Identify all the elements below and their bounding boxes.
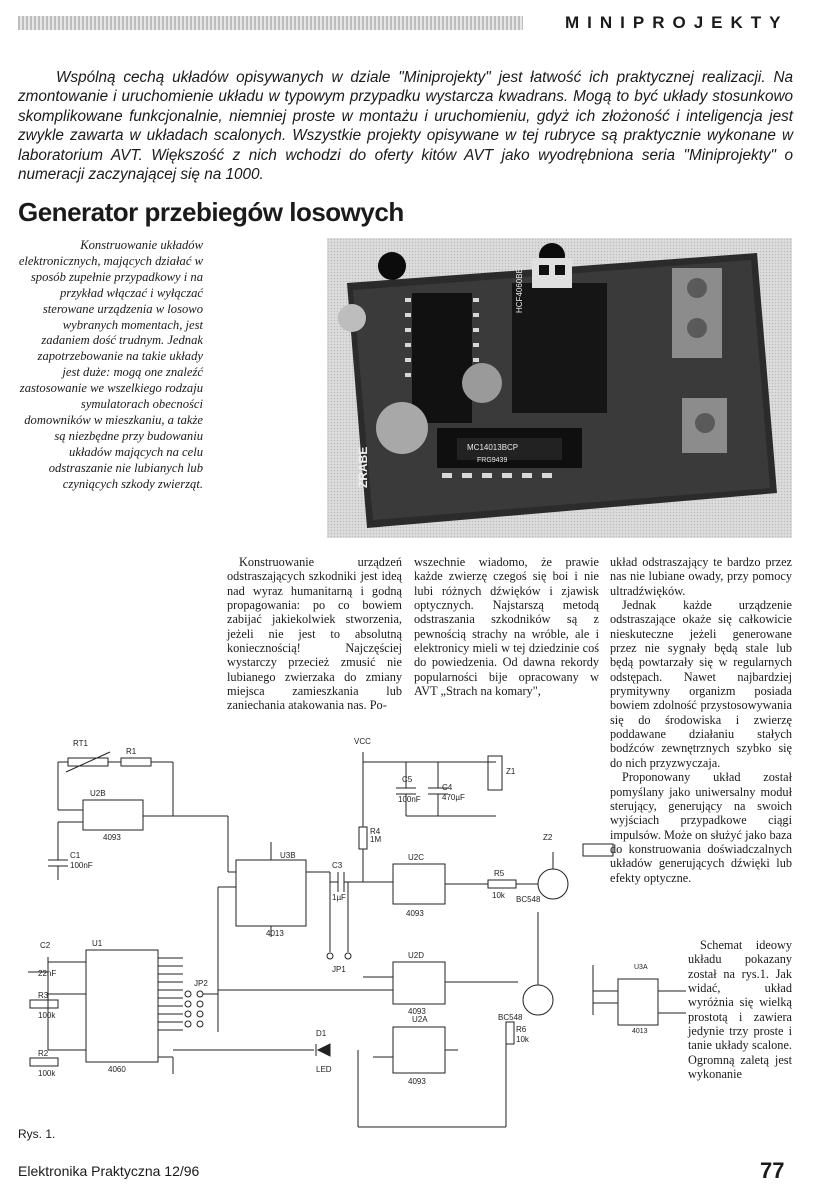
label-c3-value: 1µF — [332, 893, 346, 902]
label-4013-b: 4013 — [266, 929, 284, 938]
label-c5: C5 — [402, 775, 413, 784]
label-c2-value: 22nF — [38, 969, 57, 978]
label-bc548-a: BC548 — [516, 895, 541, 904]
chip-code: FRG9439 — [477, 457, 508, 464]
intro-paragraph: Wspólną cechą układów opisywanych w dziale "Miniprojekty" jest łatwość ich praktycznej realizacji. Na zmontowanie i uruchomienie układu w typowym przypadku wystarcza kwadrans. Mogą to być układy stosunkowo skomplikowane funkcjonalnie, niemniej proste w montażu i uruchomieniu, gdyż ich złożoność i inteligencja jest zwykle zawarta w układach scalonych. Wszystkie projekty opisywane w tej rubryce są praktycznie wykonane w laboratorium AVT. Większość z nich wchodzi do oferty kitów AVT jako wyodrębniona seria "Miniprojekty" o numeracji zaczynającej się na 1000. — [18, 69, 793, 184]
label-z2: Z2 — [543, 833, 553, 842]
label-bc548-b: BC548 — [498, 1013, 523, 1022]
label-d1: D1 — [316, 1029, 327, 1038]
label-c5-value: 100nF — [398, 795, 421, 804]
label-c3: C3 — [332, 861, 343, 870]
label-c1-value: 100nF — [70, 861, 93, 870]
label-r6: R6 — [516, 1025, 527, 1034]
label-4013-a: 4013 — [632, 1028, 648, 1035]
label-u2c: U2C — [408, 853, 425, 862]
label-u2b: U2B — [90, 789, 106, 798]
label-c2: C2 — [40, 941, 51, 950]
label-rt1: RT1 — [73, 739, 88, 748]
label-c1: C1 — [70, 851, 81, 860]
article-column-1: Konstruowanie urządzeń odstraszających szkodniki jest ideą nad wyraz humanitarną i godną propagowania: po co bowiem zabijać jakiekolwiek stworzenia, jeżeli nie jest to absolutną koniecznością! Najczęściej wystarczy przecież zmusić nie lubianego zwierzaka do zmiany miejsca zamieszkania lub zaniechania atakowania nas. Po- — [227, 555, 402, 713]
label-4093-d: 4093 — [408, 1007, 426, 1016]
label-u3a: U3A — [634, 964, 648, 971]
label-r4: R4 — [370, 827, 381, 836]
chip-label-4060: HCF4060BE — [515, 268, 524, 313]
label-r4-value: 1M — [370, 835, 382, 844]
label-u2d: U2D — [408, 951, 425, 960]
page-number: 77 — [760, 1158, 785, 1183]
label-jp1: JP1 — [332, 965, 346, 974]
article-lead: Konstruowanie układów elektronicznych, mających działać w sposób zupełnie przypadkowy i na przykład włączać i wyłączać sterowane urządzenia w losowo wybranych momentach, jest zadaniem dość trudnym. Jednak zapotrzebowanie na takie układy jest duże: mogą one znaleźć zastosowanie we wszelkiego rodzaju symulatorach obecności domowników w mieszkaniu, a także są niezbędne przy budowaniu układów mających na celu odstraszanie nie lubianych lub czyniących szkody zwierząt. — [18, 238, 203, 491]
label-c4-value: 470µF — [442, 793, 465, 802]
article-title: Generator przebiegów losowych — [18, 197, 404, 227]
label-r5-value: 10k — [492, 891, 505, 900]
label-z1: Z1 — [506, 767, 516, 776]
label-r3-value: 100k — [38, 1011, 56, 1020]
label-u1: U1 — [92, 939, 103, 948]
label-r3: R3 — [38, 991, 49, 1000]
label-led: LED — [316, 1065, 332, 1074]
footer-journal: Elektronika Praktyczna 12/96 — [18, 1163, 200, 1179]
label-r1: R1 — [126, 747, 137, 756]
pcb-photo — [327, 238, 792, 538]
label-r5: R5 — [494, 869, 505, 878]
label-u2a: U2A — [412, 1015, 428, 1024]
article-column-3-continued: Schemat ideowy układu pokazany został na rys.1. Jak widać, układ wyróżnia się wielką prostotą i zawiera jedynie trzy proste i tanie układy scalone. Ogromną zaletą jest wykonanie — [688, 938, 792, 1082]
article-column-2: wszechnie wiadomo, że prawie każde zwierzę czegoś się boi i nie lubi różnych dźwięków i zjawisk optycznych. Najstarszą metodą odstraszania szkodników są z pewnością strachy na wróble, ale i elektronicy mieli w tej dziedzinie coś do powiedzenia. Od dawna rekordy popularności bije opracowany w AVT „Strach na komary", — [414, 555, 599, 699]
header-rule — [18, 16, 523, 30]
figure-caption: Rys. 1. — [18, 1127, 56, 1141]
label-4093-b: 4093 — [103, 833, 121, 842]
section-title: MINIPROJEKTY — [565, 13, 789, 32]
label-r2: R2 — [38, 1049, 49, 1058]
pcb-logo: ZRABE — [356, 446, 370, 488]
schematic-u3a — [588, 955, 688, 1035]
article-column-3: układ odstraszający te bardzo przez nas nie lubiane owady, przy pomocy ultradźwięków. Jednak każde urządzenie odstraszające okaże się całkowicie nieskuteczne jeżeli generowane przez nie sygnały będą stale lub będą powtarzały się w regularnych odstępach. Nawet najbardziej prymitywny organizm posiada bowiem zdolność przystosowywania się do środowiska i zwierzę poddawane działaniu stałych bodźców zewnętrznych szybko się do nich przyzwyczaja. Proponowany układ został pomyślany jako uniwersalny moduł sterujący, generujący na swoich wyjściach przypadkowe ciągi impulsów. Może on służyć jako baza do konstruowania doświadczalnych układów generujących dźwięki lub efekty optyczne. — [610, 555, 792, 885]
label-r6-value: 10k — [516, 1035, 529, 1044]
label-r2-value: 100k — [38, 1069, 56, 1078]
label-4093-c: 4093 — [406, 909, 424, 918]
label-u3b: U3B — [280, 851, 296, 860]
label-jp2: JP2 — [194, 979, 208, 988]
chip-label-4013: MC14013BCP — [467, 443, 519, 452]
schematic-diagram — [18, 732, 618, 1132]
label-c4: C4 — [442, 783, 453, 792]
label-4060: 4060 — [108, 1065, 126, 1074]
label-4093-a: 4093 — [408, 1077, 426, 1086]
label-vcc: VCC — [354, 737, 371, 746]
